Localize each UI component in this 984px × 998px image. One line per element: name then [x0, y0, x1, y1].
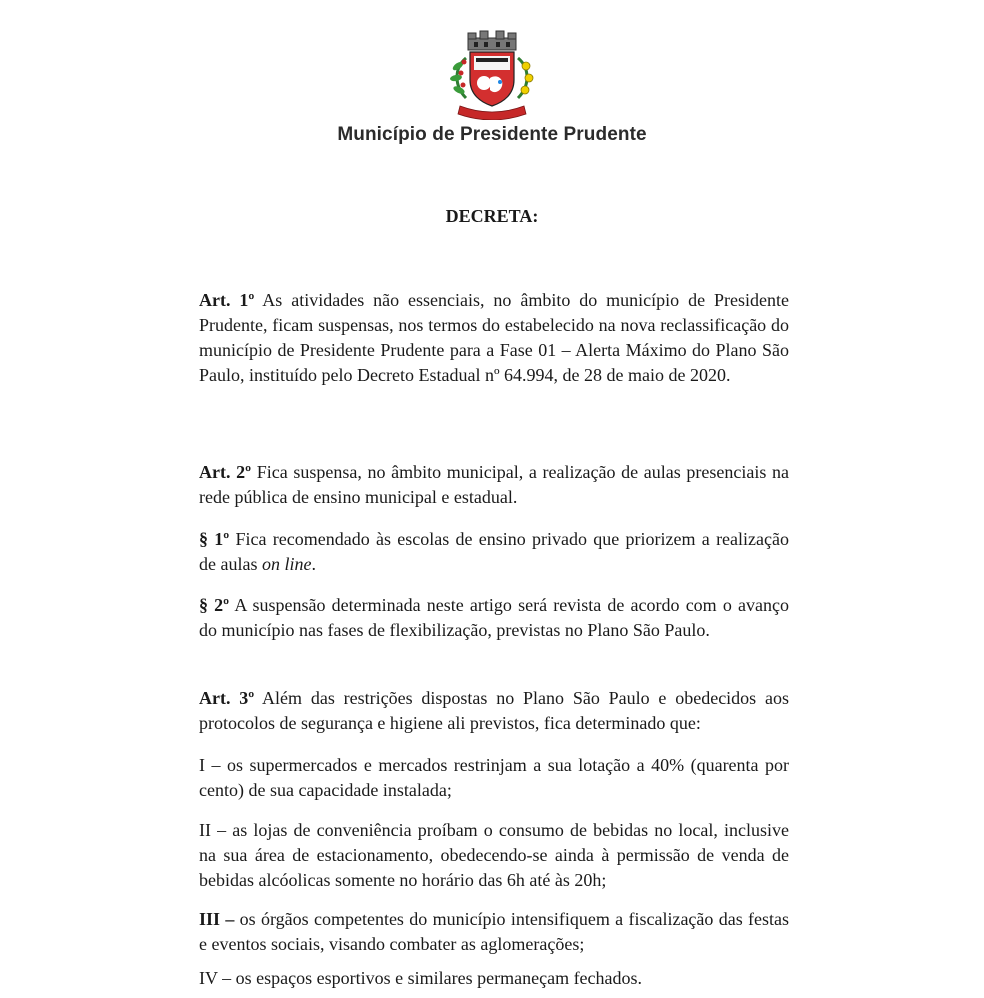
shield-icon — [470, 52, 514, 106]
article-3-item-2 — [199, 818, 789, 893]
item-4-text: os espaços esportivos e similares permaneçam fechados. — [235, 968, 643, 988]
item-1-label: I – — [199, 755, 221, 775]
article-1 — [199, 288, 789, 388]
paragraph-2-text: A suspensão determinada neste artigo será revista de acordo com o avanço do município nas fases de flexibilização, previstas no Plano São Paulo. — [199, 595, 789, 640]
cotton-branch-icon — [518, 58, 533, 98]
paragraph-1-text: Fica recomendado às escolas de ensino privado que priorizem a realização de aulas — [199, 529, 789, 574]
coffee-branch-icon — [450, 58, 467, 98]
municipality-name: Município de Presidente Prudente — [337, 124, 647, 145]
article-3 — [199, 686, 789, 736]
paragraph-2-label: § 2º — [199, 595, 230, 615]
mural-crown-icon — [468, 31, 516, 50]
article-1-label: Art. 1º — [199, 290, 255, 310]
article-3-text: Além das restrições dispostas no Plano São Paulo e obedecidos aos protocolos de segurança e higiene ali previstos, fica determinado que: — [199, 688, 789, 733]
article-2-paragraph-1 — [199, 527, 789, 577]
item-1-text: os supermercados e mercados restrinjam a sua lotação a 40% (quarenta por cento) de sua capacidade instalada; — [199, 755, 790, 800]
item-2-text: as lojas de conveniência proíbam o consumo de bebidas no local, inclusive na sua área de estacionamento, obedecendo-se ainda à permissão de venda de bebidas alcóolicas somente no horário das 6h até às 20h; — [199, 820, 790, 890]
item-3-label: III – — [199, 909, 235, 929]
paragraph-1-emphasis: on line — [261, 554, 312, 574]
municipal-coat-of-arms-icon — [444, 28, 540, 120]
article-3-item-1 — [199, 753, 789, 803]
article-2-text: Fica suspensa, no âmbito municipal, a realização de aulas presenciais na rede pública de ensino municipal e estadual. — [199, 462, 789, 507]
document-header — [0, 28, 984, 146]
article-3-item-3 — [199, 907, 789, 957]
article-1-text: As atividades não essenciais, no âmbito do município de Presidente Prudente, ficam suspensas, nos termos do estabelecido na nova reclassificação do município de Presidente Prudente para a Fase 01 – Alerta Máximo do Plano São Paulo, instituído pelo Decreto Estadual nº 64.994, de 28 de maio de 2020. — [199, 290, 789, 385]
item-4-label: IV – — [199, 968, 232, 988]
article-2-label: Art. 2º — [199, 462, 252, 482]
motto-ribbon — [458, 106, 526, 120]
article-3-item-4 — [199, 966, 789, 991]
article-2-paragraph-2 — [199, 593, 789, 643]
decree-heading: DECRETA: — [445, 206, 539, 226]
item-2-label: II – — [199, 820, 227, 840]
article-3-label: Art. 3º — [199, 688, 255, 708]
paragraph-1-end: . — [311, 554, 316, 574]
article-2 — [199, 460, 789, 510]
item-3-text: os órgãos competentes do município intensifiquem a fiscalização das festas e eventos sociais, visando combater as aglomerações; — [199, 909, 790, 954]
paragraph-1-label: § 1º — [199, 529, 230, 549]
